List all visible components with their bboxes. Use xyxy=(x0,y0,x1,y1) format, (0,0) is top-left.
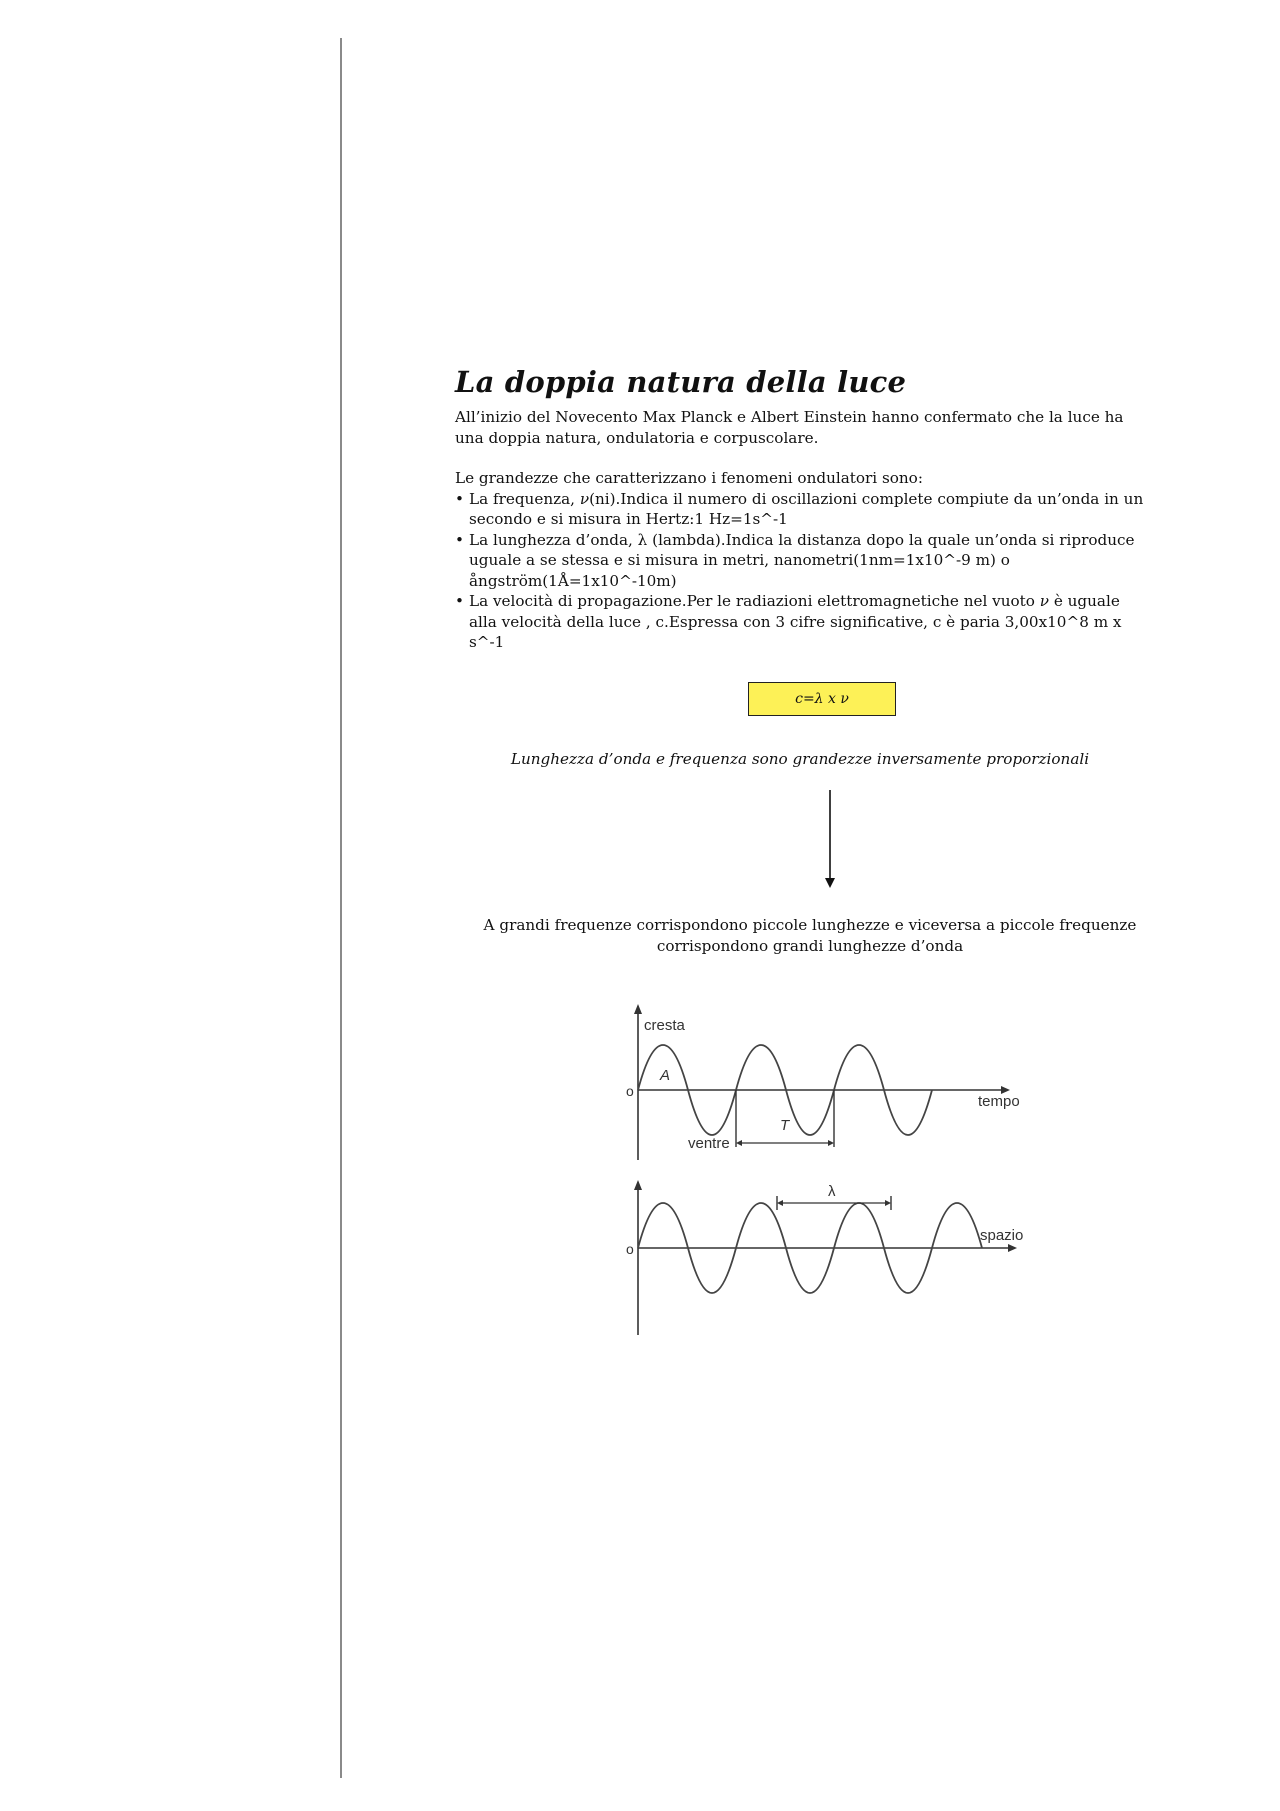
bullet-icon: • xyxy=(455,530,464,549)
bullet-icon: • xyxy=(455,489,464,508)
label-amplitude: A xyxy=(660,1067,671,1084)
label-origin-top: o xyxy=(626,1083,634,1099)
period-left-arrow-icon xyxy=(736,1140,742,1146)
time-y-arrow-icon xyxy=(634,1004,642,1014)
time-wave-graph xyxy=(626,1004,1020,1160)
period-right-arrow-icon xyxy=(828,1140,834,1146)
list-item-velocity: • La velocità di propagazione.Per le radiazioni elettromagnetiche nel vuoto ν è uguale alla velocità della luce , c.Espressa con 3 cifre significative, c è paria 3,00x10^8 m x s^-1 xyxy=(455,592,1122,651)
wave-properties-list xyxy=(455,489,1145,653)
conclusion-text: A grandi frequenze corrispondono piccole lunghezze e viceversa a piccole frequenze corrispondono grandi lunghezze d’onda xyxy=(483,916,1137,955)
page-title: La doppia natura della luce xyxy=(455,365,907,399)
list-item-frequency: • La frequenza, ν(ni).Indica il numero di oscillazioni complete compiute da un’onda in un secondo e si misura in Hertz:1 Hz=1s^-1 xyxy=(455,489,1144,528)
down-arrow-icon xyxy=(820,790,840,890)
bullet-icon: • xyxy=(455,592,464,610)
label-spazio: spazio xyxy=(980,1227,1024,1244)
document-body xyxy=(455,365,1145,653)
page-margin-line xyxy=(340,38,342,1778)
label-tempo: tempo xyxy=(978,1093,1020,1110)
space-y-arrow-icon xyxy=(634,1180,642,1190)
wave-diagram xyxy=(620,1000,1040,1345)
space-wave-graph xyxy=(626,1180,1023,1335)
label-origin-bottom: o xyxy=(626,1241,634,1257)
relation-note: Lunghezza d’onda e frequenza sono grandezze inversamente proporzionali xyxy=(510,750,1090,768)
list-intro: Le grandezze che caratterizzano i fenomeni ondulatori sono: xyxy=(455,469,923,487)
formula-box xyxy=(748,682,896,716)
wavelength-left-arrow-icon xyxy=(777,1200,783,1206)
wavelength-right-arrow-icon xyxy=(885,1200,891,1206)
label-wavelength: λ xyxy=(828,1183,836,1200)
formula-text: c=λ x ν xyxy=(795,691,849,707)
label-cresta: cresta xyxy=(644,1017,685,1034)
label-period: T xyxy=(780,1117,790,1134)
list-item-wavelength: • La lunghezza d’onda, λ (lambda).Indica la distanza dopo la quale un’onda si riproduce uguale a se stessa e si misura in metri, nanometri(1nm=1x10^-9 m) o ångström(1Å=1x10^-10m) xyxy=(455,530,1135,590)
space-x-arrow-icon xyxy=(1008,1244,1017,1252)
label-ventre: ventre xyxy=(688,1135,730,1152)
intro-paragraph: All’inizio del Novecento Max Planck e Albert Einstein hanno confermato che la luce ha una doppia natura, ondulatoria e corpuscolare. xyxy=(455,408,1124,447)
